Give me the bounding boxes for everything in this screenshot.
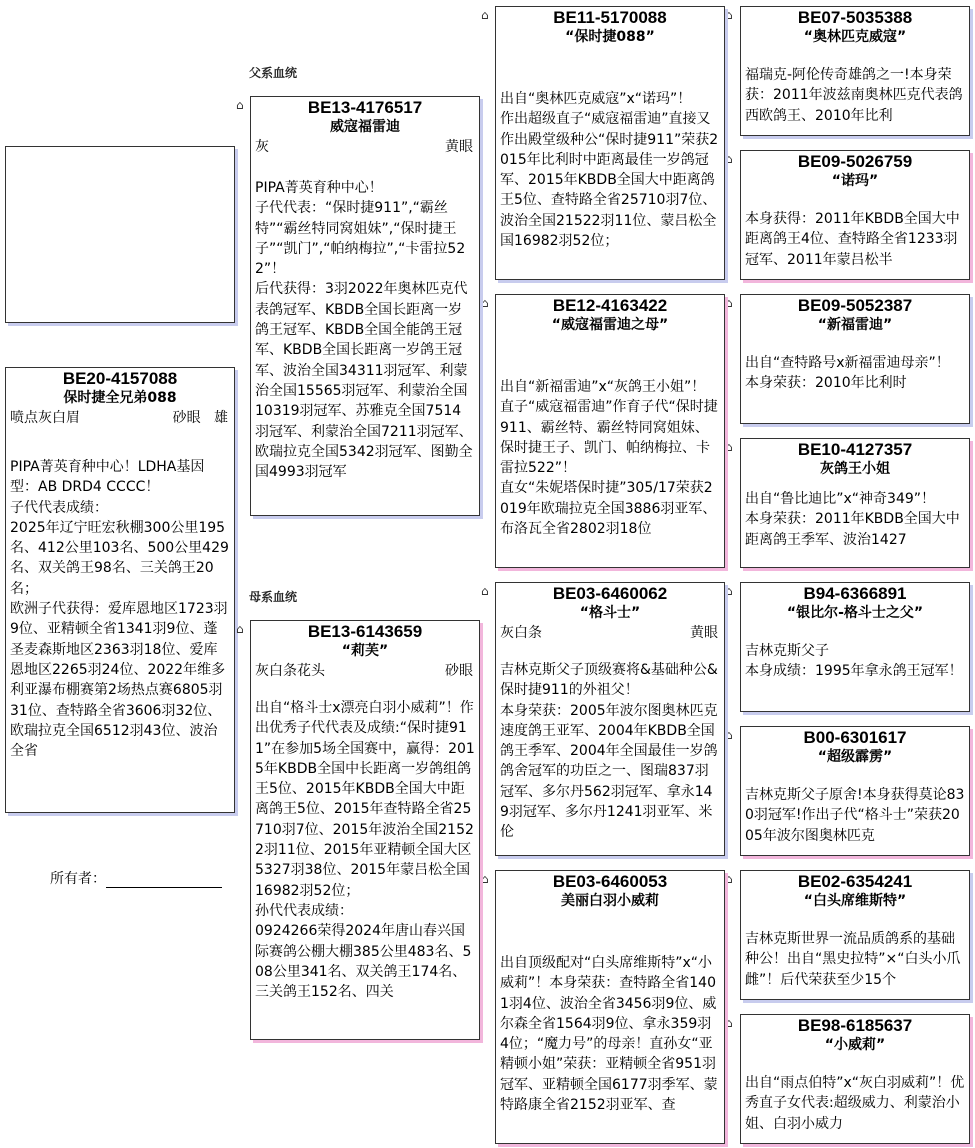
pigeon-name: “银比尔-格斗士之父” bbox=[786, 605, 924, 621]
sire-sire-sire-card[interactable] bbox=[740, 6, 970, 136]
dam-sire-sire-card[interactable] bbox=[740, 582, 970, 712]
ring-number: BE07-5035388 bbox=[797, 8, 913, 27]
attributes-row bbox=[251, 661, 479, 681]
sire-dam-sire-card[interactable] bbox=[740, 294, 970, 424]
pigeon-ring-icon: ⌂ bbox=[481, 584, 489, 598]
pigeon-ring-icon: ⌂ bbox=[481, 872, 489, 886]
ring-number: BE10-4127357 bbox=[797, 440, 913, 459]
pigeon-name: “诺玛” bbox=[831, 173, 879, 189]
pigeon-ring-icon: ⌂ bbox=[236, 98, 244, 112]
ring-number: BE03-6460053 bbox=[552, 872, 668, 891]
pigeon-name: “白头席维斯特” bbox=[803, 893, 907, 909]
sire-card[interactable] bbox=[250, 96, 480, 516]
pigeon-name: “格斗士” bbox=[579, 605, 641, 621]
description: 出自顶级配对“白头席维斯特”x“小威莉”！本身荣获：查特路全省1401羽4位、波治全省3456羽9位、威尔森全省1564羽9位、拿永359羽4位；“魔力号”的母亲！直孙女“亚精顿小姐”荣获：亚精顿全省951羽冠军、亚精顿全国6177羽季军、蒙特路康全省2152羽亚军、查 bbox=[500, 955, 718, 1114]
dam-dam-dam-card[interactable] bbox=[740, 1014, 970, 1144]
ring-number: B00-6301617 bbox=[803, 728, 907, 747]
eye-label: 黄眼 bbox=[690, 625, 718, 641]
ring-number: BE13-4176517 bbox=[307, 98, 423, 117]
description: 出自“雨点伯特”x“灰白羽威莉”！优秀直子女代表:超级威力、利蒙治小姐、白羽小威力 bbox=[745, 1075, 965, 1132]
description: 出自“格斗士x漂亮白羽小威莉”！作出优秀子代代表及成绩:“保时捷911”在参加5场全国赛中，赢得：2015年KBDB全国中长距离一岁鸽组鸽王5位、2015年KBDB全国大中距离鸽王5位、2015年查特路全省25710羽7位、2015年波治全国21522羽11位、2015年亚精顿全国大区5327羽38位、2015年蒙吕松全国16982羽52位； 孙代代表成绩： 0924266荣得2024年唐山春兴国际赛鸽公棚大棚385公里483名、508公里341名、双关鸽王174名、三关鸽王152名、四关 bbox=[255, 700, 475, 1001]
pigeon-name: “奥林匹克威寇” bbox=[803, 29, 907, 45]
owner-label: 所有者： bbox=[50, 871, 106, 887]
pigeon-ring-icon: ⌂ bbox=[725, 584, 733, 598]
eye-label: 砂眼 bbox=[172, 410, 201, 426]
owner-field[interactable] bbox=[50, 868, 222, 888]
description: 本身获得：2011年KBDB全国大中距离鸽王4位、查特路全省1233羽冠军、2011年蒙吕松半 bbox=[745, 211, 960, 268]
attributes-row bbox=[496, 623, 724, 643]
sire-dam-card[interactable] bbox=[495, 294, 725, 568]
pigeon-ring-icon: ⌂ bbox=[481, 8, 489, 22]
sex-label: 雄 bbox=[214, 410, 228, 426]
sire-line-label: 父系血统 bbox=[249, 66, 298, 80]
pigeon-name: “超级霹雳” bbox=[817, 749, 893, 765]
ring-number: BE09-5052387 bbox=[797, 296, 913, 315]
ring-number: BE12-4163422 bbox=[552, 296, 668, 315]
ring-number: BE11-5170088 bbox=[553, 8, 667, 27]
ring-number: BE13-6143659 bbox=[307, 622, 423, 641]
description: 吉林克斯父子原舍!本身获得莫论830羽冠军!作出子代“格斗士”荣获2005年波尔图奥林匹克 bbox=[745, 787, 965, 844]
dam-sire-card[interactable] bbox=[495, 582, 725, 856]
description: 出自“查特路号x新福雷迪母亲”！ 本身荣获：2010年比利时 bbox=[745, 355, 950, 392]
pigeon-ring-icon: ⌂ bbox=[725, 440, 733, 454]
eye-label: 砂眼 bbox=[445, 663, 473, 679]
pigeon-ring-icon: ⌂ bbox=[481, 296, 489, 310]
dam-card[interactable] bbox=[250, 620, 480, 1040]
sire-sire-card[interactable] bbox=[495, 6, 725, 280]
pigeon-name: 威寇福雷迪 bbox=[330, 119, 400, 135]
pigeon-name: 保时捷全兄弟088 bbox=[63, 390, 177, 406]
description: 出自“奥林匹克威寇”x“诺玛”！ 作出超级直子“威寇福雷迪”直接又作出殿堂级种公“保时捷911”荣获2015年比利时中距离最佳一岁鸽冠军、2015年KBDB全国大中距离鸽王5位、查特路全省25710羽7位、波治全国21522羽11位、蒙吕松全国16982羽52位； bbox=[500, 91, 719, 250]
pigeon-ring-icon: ⌂ bbox=[725, 1016, 733, 1030]
color-label: 灰白条 bbox=[500, 625, 542, 641]
attributes-row bbox=[6, 408, 234, 428]
description: 吉林克斯父子顶级赛将&基础种公&保时捷911的外祖父！ 本身荣获：2005年波尔图奥林匹克速度鸽王亚军、2004年KBDB全国鸽王季军、2004年全国最佳一岁鸽鸽舍冠军的功臣之一、图瑞837羽冠军、多尔丹562羽冠军、拿永149羽冠军、多尔丹1241羽亚军、米伦 bbox=[500, 662, 718, 841]
pigeon-name: “莉芙” bbox=[341, 643, 389, 659]
eye-sex bbox=[173, 408, 230, 428]
dam-line-label: 母系血统 bbox=[249, 590, 298, 604]
pigeon-name: 美丽白羽小威莉 bbox=[561, 893, 659, 909]
photo-placeholder bbox=[5, 146, 235, 323]
color-label: 灰白条花头 bbox=[255, 663, 325, 679]
color-label: 灰 bbox=[255, 139, 269, 155]
pigeon-ring-icon: ⌂ bbox=[725, 8, 733, 22]
ring-number: BE03-6460062 bbox=[552, 584, 668, 603]
ring-number: BE20-4157088 bbox=[62, 369, 178, 388]
dam-sire-dam-card[interactable] bbox=[740, 726, 970, 856]
description: PIPA菁英育种中心！ 子代代表：“保时捷911”,“霸丝特”“霸丝特同窝姐妹”,“保时捷王子”“凯门”,“帕纳梅拉”,“卡雷拉522”！ 后代获得：3羽2022年奥林匹克代表鸽冠军、KBDB全国长距离一岁鸽王冠军、KBDB全国全能鸽王冠军、KBDB全国长距离一岁鸽王冠军、波治全国34311羽冠军、利蒙治全国15565羽冠军、利蒙治全国10319羽冠军、苏雅克全国7514羽冠军、利蒙治全国7211羽冠军、欧瑞拉克全国5342羽冠军、图勤全国4993羽冠军 bbox=[255, 180, 473, 481]
dam-dam-sire-card[interactable] bbox=[740, 870, 970, 1000]
ring-number: B94-6366891 bbox=[803, 584, 907, 603]
ring-number: BE02-6354241 bbox=[797, 872, 913, 891]
ring-number: BE98-6185637 bbox=[797, 1016, 913, 1035]
pigeon-ring-icon: ⌂ bbox=[725, 296, 733, 310]
description: 福瑞克-阿伦传奇雄鸽之一!本身荣获：2011年波兹南奥林匹克代表鸽西欧鸽王、2010年比利 bbox=[745, 67, 963, 124]
subject-card[interactable] bbox=[5, 367, 235, 813]
pigeon-name: 灰鸽王小姐 bbox=[820, 461, 890, 477]
pigeon-name: “保时捷088” bbox=[565, 29, 655, 45]
owner-line bbox=[106, 873, 222, 888]
pigeon-ring-icon: ⌂ bbox=[236, 622, 244, 636]
description: 吉林克斯世界一流品质鸽系的基础种公！出自“黑史拉特”×“白头小爪雌”！后代荣获至少15个 bbox=[745, 931, 961, 988]
attributes-row bbox=[251, 137, 479, 157]
eye-label: 黄眼 bbox=[445, 139, 473, 155]
sire-dam-dam-card[interactable] bbox=[740, 438, 970, 568]
color-label: 喷点灰白眉 bbox=[10, 410, 80, 426]
pigeon-ring-icon: ⌂ bbox=[725, 872, 733, 886]
dam-dam-card[interactable] bbox=[495, 870, 725, 1144]
pigeon-ring-icon: ⌂ bbox=[725, 152, 733, 166]
pigeon-name: “小威莉” bbox=[824, 1037, 886, 1053]
sire-sire-dam-card[interactable] bbox=[740, 150, 970, 280]
description: 出自“鲁比迪比”x“神奇349”！ 本身荣获：2011年KBDB全国大中距离鸽王季军、波治1427 bbox=[745, 491, 960, 548]
description: 出自“新福雷迪”x“灰鸽王小姐”！ 直子“威寇福雷迪”作育子代“保时捷911、霸丝特、霸丝特同窝姐妹、保时捷王子、凯门、帕纳梅拉、卡雷拉522”！ 直女“朱妮塔保时捷”305/17荣获2019年欧瑞拉克全国3886羽亚军、布洛瓦全省2802羽18位 bbox=[500, 379, 718, 538]
description: PIPA菁英育种中心！LDHA基因型：AB DRD4 CCCC！ 子代代表成绩： 2025年辽宁旺宏秋棚300公里195名、412公里103名、500公里429名、双关鸽王98名、三关鸽王20名； 欧洲子代获得：爱库恩地区1723羽9位、亚精顿全省1341羽9位、蓬圣麦森斯地区2363羽18位、爱库恩地区2265羽24位、2022年维多利亚瀑布棚赛第2场热点赛6805羽31位、查特路全省3606羽32位、欧瑞拉克全国6512羽43位、波治全省 bbox=[10, 459, 229, 760]
pigeon-name: “威寇福雷迪之母” bbox=[551, 317, 669, 333]
pigeon-name: “新福雷迪” bbox=[817, 317, 893, 333]
ring-number: BE09-5026759 bbox=[797, 152, 913, 171]
pigeon-ring-icon: ⌂ bbox=[725, 728, 733, 742]
description: 吉林克斯父子 本身成绩：1995年拿永鸽王冠军！ bbox=[745, 643, 963, 680]
